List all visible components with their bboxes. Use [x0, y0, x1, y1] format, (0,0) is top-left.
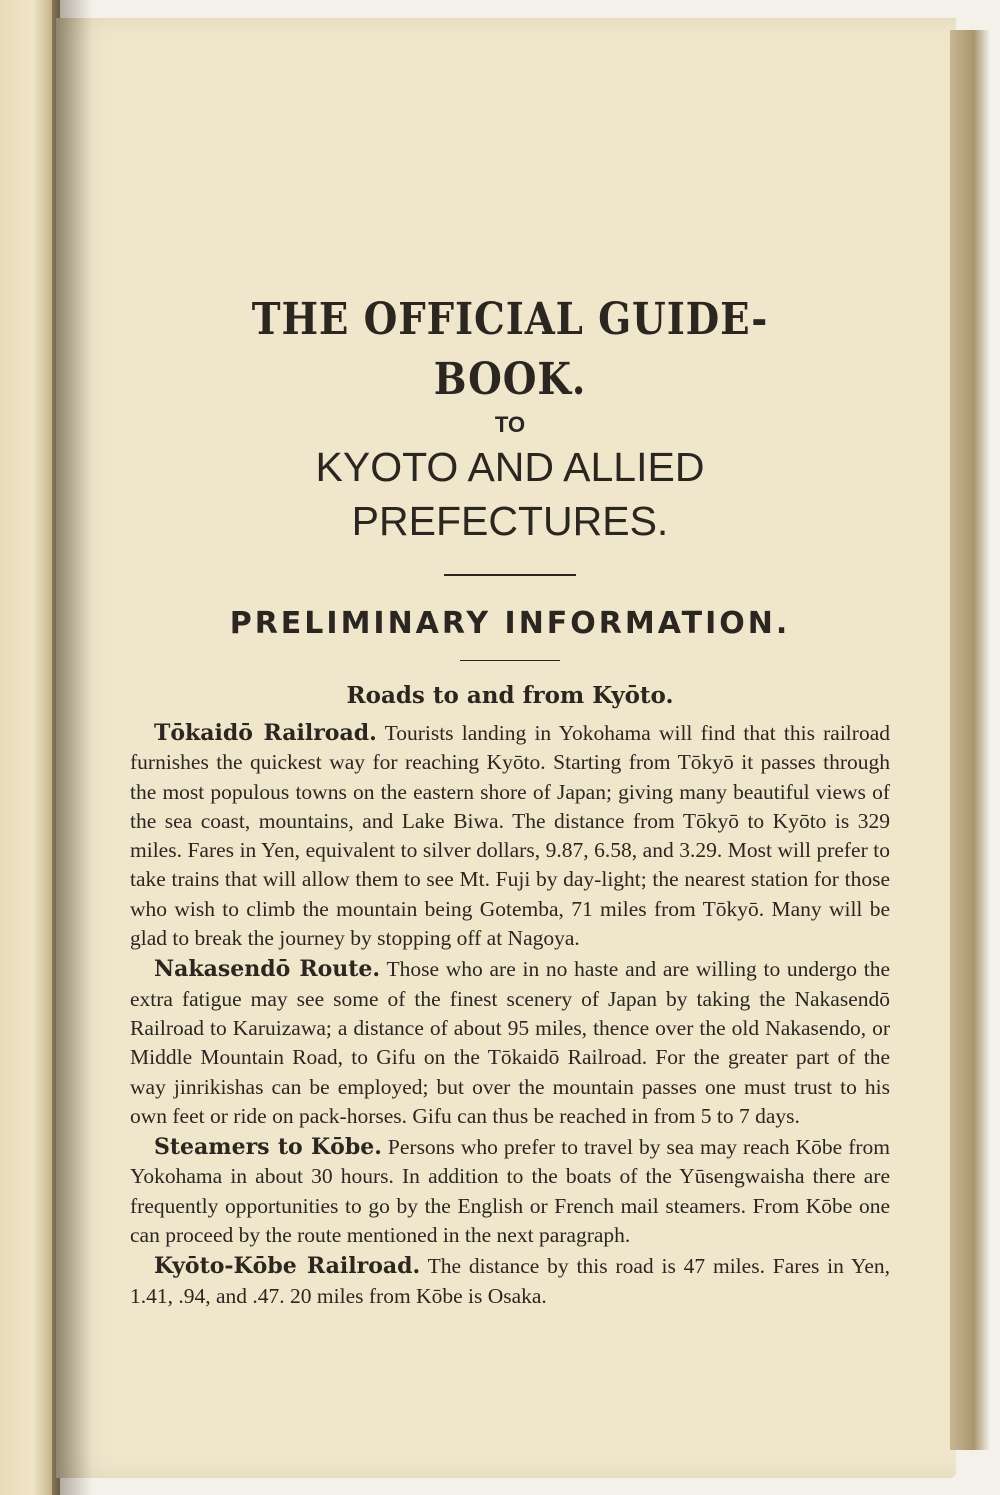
- paragraph-steamers: [130, 1133, 890, 1250]
- section-divider: [460, 660, 560, 661]
- paragraph-heading: Steamers to Kōbe.: [154, 1134, 382, 1161]
- subsection-title: Roads to and from Kyōto.: [346, 682, 674, 709]
- paragraph-tokaido: [130, 719, 890, 953]
- gutter-shadow: [52, 0, 92, 1495]
- paragraph-text: Tourists landing in Yokohama will find that this railroad furnishes the quickest way for reaching Kyōto. Starting from Tōkyō it passes through the most populous towns on the eastern shore of Japan; giving many beautiful views of the sea coast, mountains, and Lake Biwa. The distance from Tōkyō to Kyōto is 329 miles. Fares in Yen, equivalent to silver dollars, 9.87, 6.58, and 3.29. Most will prefer to take trains that will allow them to see Mt. Fuji by day-light; the nearest station for those who wish to climb the mountain being Gotemba, 71 miles from Tōkyō. Many will be glad to break the journey by stopping off at Nagoya.: [130, 721, 890, 951]
- paragraph-heading: Kyōto-Kōbe Railroad.: [154, 1253, 421, 1280]
- paragraph-text: Those who are in no haste and are willing to undergo the extra fatigue may see some of the finest scenery of Japan by taking the Nakasendō Railroad to Karuizawa; a distance of about 95 miles, thence over the old Nakasendo, or Middle Mountain Road, to Gifu on the Tōkaidō Railroad. For the greater part of the way jinrikishas can be employed; but over the mountain passes one must trust to his own feet or ride on pack-horses. Gifu can thus be reached in from 5 to 7 days.: [130, 957, 890, 1128]
- left-page-edge: [0, 0, 60, 1495]
- section-title: PRELIMINARY INFORMATION.: [229, 606, 791, 641]
- paragraph-text: Persons who prefer to travel by sea may reach Kōbe from Yokohama in about 30 hours. In addition to the boats of the Yūsengwaisha there are frequently opportunities to go by the English or French mail steamers. From Kōbe one can proceed by the route mentioned in the next paragraph.: [130, 1135, 890, 1248]
- paragraph-text: The distance by this road is 47 miles. Fares in Yen, 1.41, .94, and .47. 20 miles from Kōbe is Osaka.: [130, 1254, 890, 1308]
- paragraph-heading: Tōkaidō Railroad.: [154, 720, 377, 746]
- title-divider: [444, 574, 576, 576]
- book-title: THE OFFICIAL GUIDE-BOOK.: [251, 294, 769, 405]
- book-subtitle-line-2: PREFECTURES.: [351, 498, 669, 544]
- page-content: [130, 290, 890, 1311]
- paragraph-heading: Nakasendō Route.: [154, 956, 381, 983]
- page-stack-edge: [950, 30, 990, 1450]
- paragraph-nakasendo: [130, 955, 890, 1131]
- book-subtitle-line-1: KYOTO AND ALLIED: [315, 444, 705, 490]
- paragraph-kyoto-kobe: [130, 1252, 890, 1311]
- title-connector: TO: [494, 412, 526, 437]
